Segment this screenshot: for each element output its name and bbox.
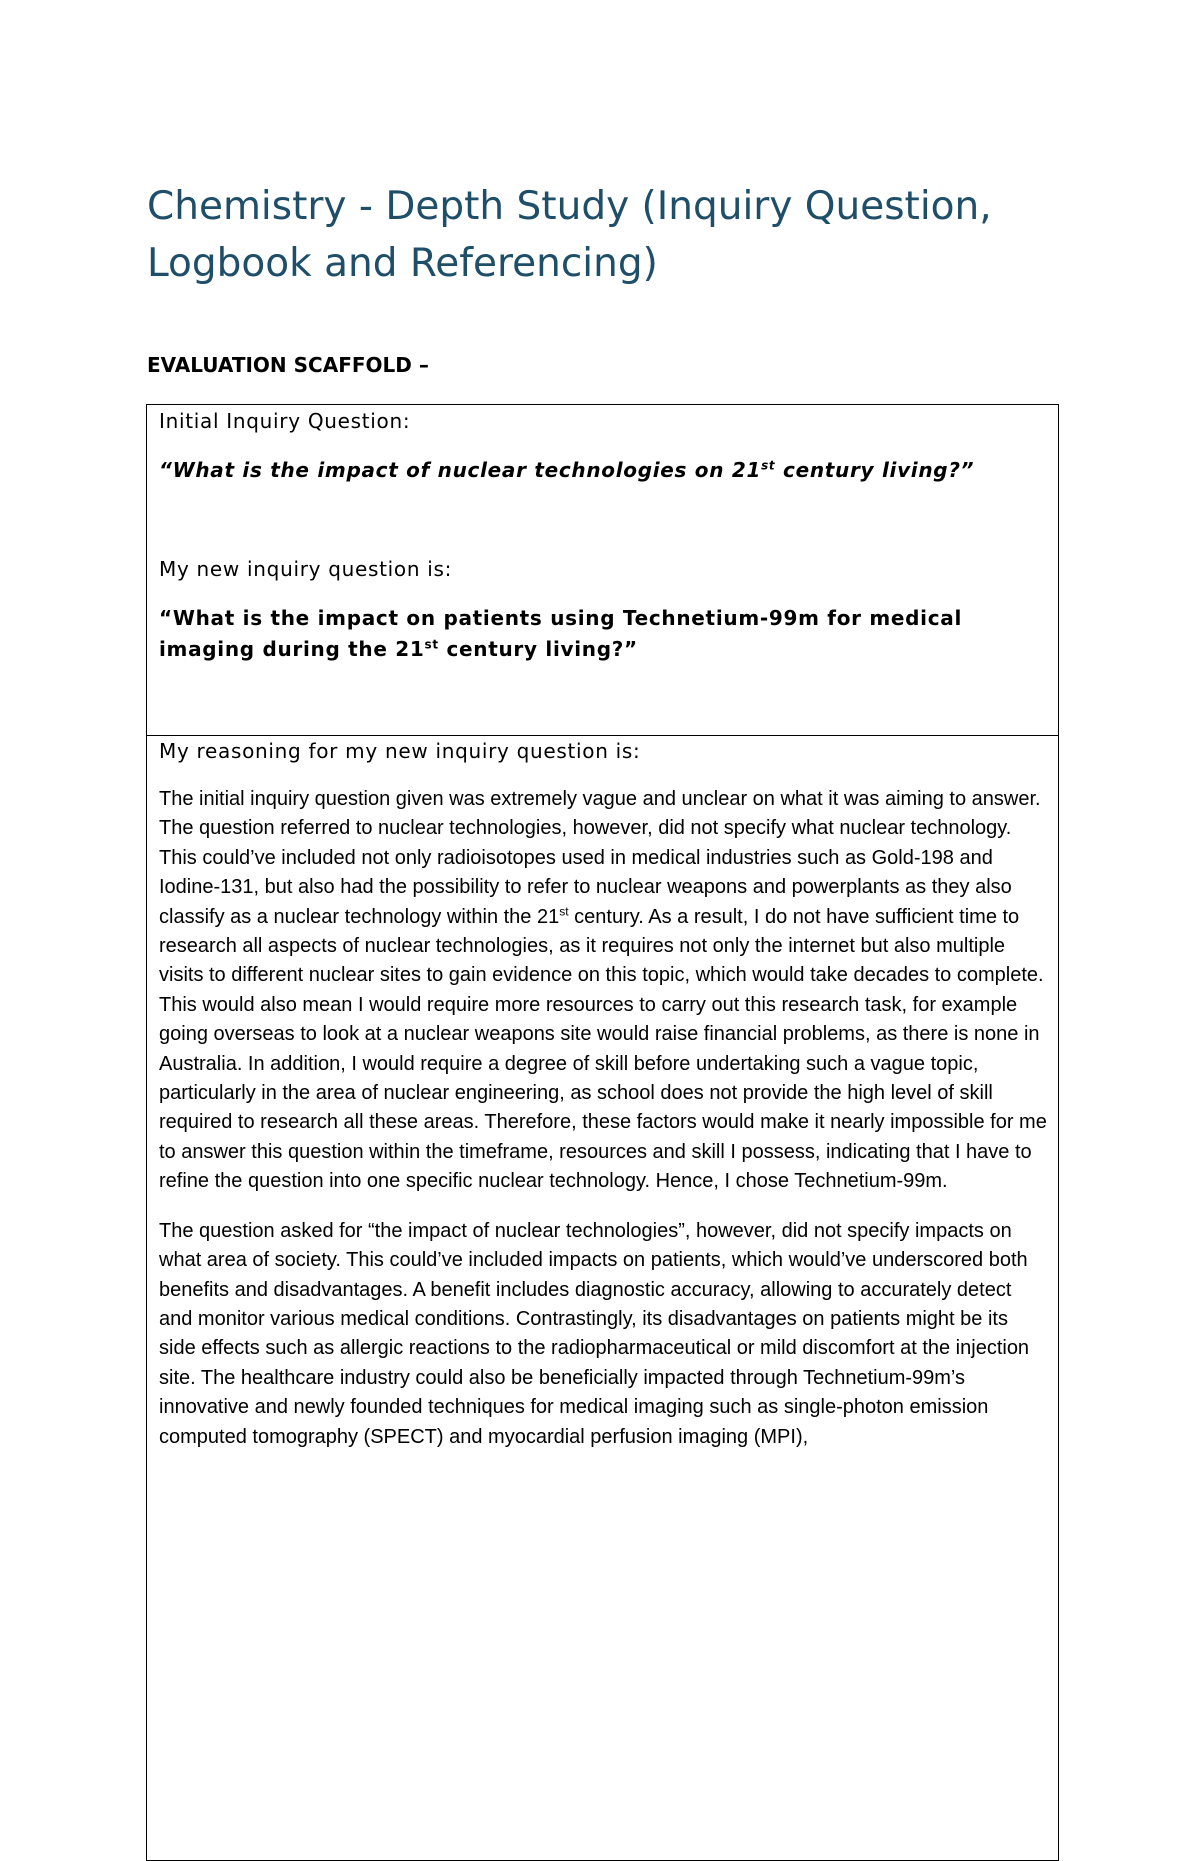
inquiry-questions-cell xyxy=(147,405,1059,736)
table-row xyxy=(147,405,1059,736)
section-heading: EVALUATION SCAFFOLD – xyxy=(147,353,429,377)
reasoning-paragraph-1: The initial inquiry question given was extremely vague and unclear on what it was aiming to answer. The question referred to nuclear technologies, however, did not specify what nuclear technology. This could’ve included not only radioisotopes used in medical industries such as Gold-198 and Iodine-131, but also had the possibility to refer to nuclear weapons and powerplants as they also classify as a nuclear technology within the 21st century. As a result, I do not have sufficient time to research all aspects of nuclear technologies, as it requires not only the internet but also multiple visits to different nuclear sites to gain evidence on this topic, which would take decades to complete. This would also mean I would require more resources to carry out this research task, for example going overseas to look at a nuclear weapons site would raise financial problems, as there is none in Australia. In addition, I would require a degree of skill before undertaking such a vague topic, particularly in the area of nuclear engineering, as school does not provide the high level of skill required to research all these areas. Therefore, these factors would make it nearly impossible for me to answer this question within the timeframe, resources and skill I possess, indicating that I have to refine the question into one specific nuclear technology. Hence, I chose Technetium-99m. xyxy=(159,788,1047,1193)
evaluation-scaffold-table xyxy=(146,404,1059,1861)
reasoning-label: My reasoning for my new inquiry question is: xyxy=(159,739,641,763)
reasoning-content xyxy=(159,736,1048,1860)
ordinal-superscript: st xyxy=(559,903,569,918)
reasoning-paragraph-2: The question asked for “the impact of nuclear technologies”, however, did not specify impacts on what area of society. This could’ve included impacts on patients, which would’ve underscored both benefits and disadvantages. A benefit includes diagnostic accuracy, allowing to accurately detect and monitor various medical conditions. Contrastingly, its disadvantages on patients might be its side effects such as allergic reactions to the radiopharmaceutical or mild discomfort at the injection site. The healthcare industry could also be beneficially impacted through Technetium-99m’s innovative and newly founded techniques for medical imaging such as single-photon emission computed tomography (SPECT) and myocardial perfusion imaging (MPI), xyxy=(159,1219,1030,1448)
initial-question-label: Initial Inquiry Question: xyxy=(159,409,411,433)
table-row xyxy=(147,736,1059,1861)
new-question-text: “What is the impact on patients using Technetium-99m for medical imaging during the 21st century living?” xyxy=(159,606,963,661)
new-question-label: My new inquiry question is: xyxy=(159,557,453,581)
initial-question-text: “What is the impact of nuclear technologies on 21st century living?” xyxy=(159,458,975,482)
document-title: Chemistry - Depth Study (Inquiry Question, Logbook and Referencing) xyxy=(147,184,992,286)
reasoning-cell xyxy=(147,736,1059,1861)
ordinal-superscript: st xyxy=(761,458,776,473)
ordinal-superscript: st xyxy=(424,637,439,652)
